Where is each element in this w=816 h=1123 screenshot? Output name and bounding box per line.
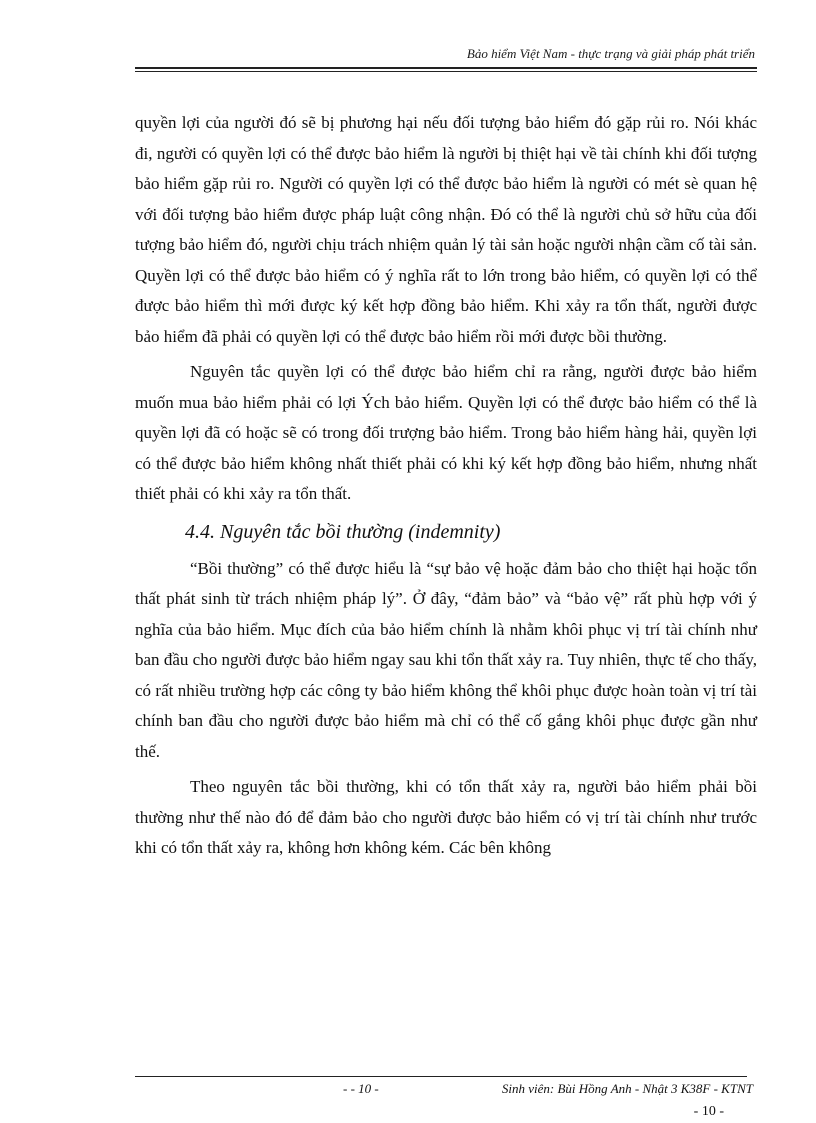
footer-student-info: Sinh viên: Bùi Hồng Anh - Nhật 3 K38F - KTNT xyxy=(501,1081,753,1096)
header-rule-thin xyxy=(135,71,757,72)
document-body xyxy=(135,108,757,869)
paragraph-1: quyền lợi của người đó sẽ bị phương hại nếu đối tượng bảo hiểm đó gặp rủi ro. Nói khác đi, người có quyền lợi có thể được bảo hiểm là người bị thiệt hại về tài chính khi đối tượng bảo hiểm gặp rủi ro. Người có quyền lợi có thể được bảo hiểm là người có mét sè quan hệ với đối tượng bảo hiểm được pháp luật công nhận. Đó có thể là người chủ sở hữu của đối tượng bảo hiểm đó, người chịu trách nhiệm quản lý tài sản hoặc người nhận cầm cố tài sản. Quyền lợi có thể được bảo hiểm có ý nghĩa rất to lớn trong bảo hiểm, có quyền lợi có thể được bảo hiểm thì mới được ký kết hợp đồng bảo hiểm. Khi xảy ra tổn thất, người được bảo hiểm đã phải có quyền lợi có thể được bảo hiểm rồi mới được bồi thường. xyxy=(135,113,757,346)
paragraph-3: “Bồi thường” có thể được hiểu là “sự bảo vệ hoặc đảm bảo cho thiệt hại hoặc tổn thất phát sinh từ trách nhiệm pháp lý”. Ở đây, “đảm bảo” và “bảo vệ” rất phù hợp với ý nghĩa của bảo hiểm. Mục đích của bảo hiểm chính là nhằm khôi phục vị trí tài chính như ban đầu cho người được bảo hiểm ngay sau khi tổn thất xảy ra. Tuy nhiên, thực tế cho thấy, có rất nhiều trường hợp các công ty bảo hiểm không thể khôi phục được hoàn toàn vị trí tài chính ban đầu cho người được bảo hiểm mà chỉ có thể cố gắng khôi phục được gần như thế. xyxy=(135,558,757,761)
page-header xyxy=(135,46,757,62)
footer-page-label: - - 10 - xyxy=(343,1081,379,1096)
header-rule-thick xyxy=(135,67,757,69)
paragraph-4: Theo nguyên tắc bồi thường, khi có tổn thất xảy ra, người bảo hiểm phải bồi thường như thế nào đó để đảm bảo cho người được bảo hiểm có vị trí tài chính như trước khi có tổn thất xảy ra, không hơn không kém. Các bên không xyxy=(135,777,757,857)
header-title: Bảo hiểm Việt Nam - thực trạng và giải pháp phát triển xyxy=(466,46,755,61)
footer-rule xyxy=(135,1076,747,1077)
paragraph-2: Nguyên tắc quyền lợi có thể được bảo hiểm chỉ ra rằng, người được bảo hiểm muốn mua bảo hiểm phải có lợi Ých bảo hiểm. Quyền lợi có thể được bảo hiểm có thể là quyền lợi đã có hoặc sẽ có trong đối trượng bảo hiểm. Trong bảo hiểm hàng hải, quyền lợi có thể được bảo hiểm không nhất thiết phải có khi ký kết hợp đồng bảo hiểm, nhưng nhất thiết phải có khi xảy ra tổn thất. xyxy=(135,362,757,503)
section-heading: 4.4. Nguyên tắc bồi thường (indemnity) xyxy=(185,520,501,543)
page-number: - 10 - xyxy=(693,1104,724,1119)
